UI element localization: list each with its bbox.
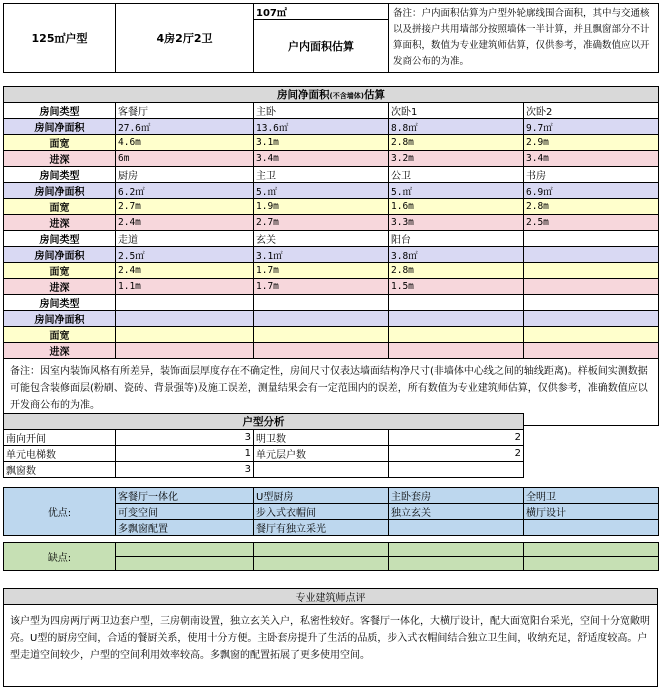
rooms-cell: 3.3m (389, 215, 524, 231)
header-layout: 4房2厅2卫 (116, 4, 254, 73)
rooms-cell: 4.6m (116, 135, 254, 151)
rooms-cell (116, 295, 254, 311)
rooms-row (4, 151, 659, 167)
rooms-cell (254, 343, 389, 359)
rooms-row (4, 135, 659, 151)
pros-item: 独立玄关 (389, 504, 524, 520)
rooms-cell: 公卫 (389, 167, 524, 183)
rooms-cell: 2.5㎡ (116, 247, 254, 263)
analysis-value1: 1 (116, 446, 254, 462)
pros-item: 步入式衣帽间 (254, 504, 389, 520)
rooms-cell (524, 327, 659, 343)
rooms-cell: 1.6m (389, 199, 524, 215)
rooms-cell (254, 327, 389, 343)
rooms-cell: 2.4m (116, 263, 254, 279)
analysis-value2: 2 (389, 430, 524, 446)
rooms-row (4, 215, 659, 231)
rooms-cell: 次卧1 (389, 103, 524, 119)
header-area: 125㎡户型 (4, 4, 116, 73)
rooms-row (4, 231, 659, 247)
cons-label: 缺点: (4, 543, 116, 571)
rooms-cell: 2.5m (524, 215, 659, 231)
pros-item: U型厨房 (254, 488, 389, 504)
rooms-cell (524, 311, 659, 327)
pros-table (3, 487, 659, 536)
rooms-row-label: 进深 (4, 151, 116, 167)
rooms-cell: 1.9m (254, 199, 389, 215)
rooms-cell: 3.1m (254, 135, 389, 151)
rooms-cell: 客餐厅 (116, 103, 254, 119)
rooms-cell: 2.7m (254, 215, 389, 231)
rooms-row-label: 房间类型 (4, 103, 116, 119)
rooms-row-label: 面宽 (4, 263, 116, 279)
analysis-title: 户型分析 (4, 414, 524, 430)
rooms-row-label: 房间类型 (4, 231, 116, 247)
rooms-row-label: 面宽 (4, 199, 116, 215)
rooms-cell: 27.6㎡ (116, 119, 254, 135)
rooms-cell (524, 247, 659, 263)
rooms-cell: 1.7m (254, 263, 389, 279)
rooms-cell: 1.5m (389, 279, 524, 295)
analysis-value1: 3 (116, 462, 254, 478)
rooms-row-label: 房间类型 (4, 295, 116, 311)
rooms-cell: 9.7㎡ (524, 119, 659, 135)
pros-label: 优点: (4, 488, 116, 536)
pros-item: 可变空间 (116, 504, 254, 520)
analysis-row (4, 462, 524, 478)
analysis-table (3, 413, 524, 478)
rooms-cell: 2.9m (524, 135, 659, 151)
rooms-row-label: 房间净面积 (4, 247, 116, 263)
rooms-cell: 玄关 (254, 231, 389, 247)
rooms-cell: 6.2㎡ (116, 183, 254, 199)
rooms-row (4, 279, 659, 295)
rooms-row (4, 247, 659, 263)
rooms-row (4, 119, 659, 135)
pros-item: 主卧套房 (389, 488, 524, 504)
rooms-row-label: 房间净面积 (4, 311, 116, 327)
rooms-row-label: 房间类型 (4, 167, 116, 183)
rooms-cell (524, 263, 659, 279)
pros-item: 全明卫 (524, 488, 659, 504)
rooms-row (4, 311, 659, 327)
header-table (3, 3, 659, 73)
rooms-cell (116, 327, 254, 343)
analysis-row (4, 446, 524, 462)
rooms-note: 备注：因室内装饰风格有所差异，装饰面层厚度存在不确定性，房间尺寸仅表达墙面结构净尺寸(非墙体中心线之间的轴线距离)。样板间实测数据可能包含装修面层(粉刷、瓷砖、背景强等)及施工误差，测量结果会有一定范围内的误差，所有数值为专业建筑师估算，仅供参考，准确数值应以开发商公布的为准。 (4, 359, 659, 426)
pros-item: 横厅设计 (524, 504, 659, 520)
rooms-cell: 走道 (116, 231, 254, 247)
analysis-row (4, 430, 524, 446)
analysis-label2: 明卫数 (254, 430, 389, 446)
analysis-label1: 南向开间 (4, 430, 116, 446)
pros-item: 客餐厅一体化 (116, 488, 254, 504)
rooms-cell: 8.8㎡ (389, 119, 524, 135)
header-note: 备注：户内面积估算为户型外轮廓线围合面积，其中与交通核以及拼接户共用墙部分按照墙体一半计算，并且飘窗部分不计算面积，数值为专业建筑师估算，仅供参考，准确数值应以开发商公布的为准。 (389, 4, 659, 73)
analysis-label2: 单元层户数 (254, 446, 389, 462)
analysis-value2: 2 (389, 446, 524, 462)
header-net-area-value: 107㎡ (254, 4, 389, 20)
rooms-cell: 5.㎡ (254, 183, 389, 199)
rooms-cell: 书房 (524, 167, 659, 183)
rooms-cell: 主卧 (254, 103, 389, 119)
rooms-cell (254, 311, 389, 327)
rooms-cell: 3.2m (389, 151, 524, 167)
analysis-label1: 飘窗数 (4, 462, 116, 478)
rooms-cell (254, 295, 389, 311)
rooms-cell: 3.4m (254, 151, 389, 167)
pros-item (389, 520, 524, 536)
analysis-value1: 3 (116, 430, 254, 446)
rooms-row-label: 房间净面积 (4, 119, 116, 135)
rooms-row-label: 进深 (4, 279, 116, 295)
rooms-cell (524, 295, 659, 311)
header-net-area-label: 户内面积估算 (254, 20, 389, 73)
rooms-cell: 6.9㎡ (524, 183, 659, 199)
rooms-title: 房间净面积(不含墙体)估算 (4, 87, 659, 103)
pros-row (4, 488, 659, 504)
pros-item: 多飘窗配置 (116, 520, 254, 536)
rooms-cell: 2.8m (524, 199, 659, 215)
rooms-cell (116, 343, 254, 359)
rooms-row (4, 199, 659, 215)
rooms-row (4, 263, 659, 279)
rooms-row-label: 房间净面积 (4, 183, 116, 199)
rooms-cell: 2.7m (116, 199, 254, 215)
analysis-value2 (389, 462, 524, 478)
review-text: 该户型为四房两厅两卫边套户型，三房朝南设置，独立玄关入户，私密性较好。客餐厅一体化，大横厅设计，配大面宽阳台采光，空间十分宽敞明亮。U型的厨房空间，合适的餐厨关系，使用十分方便。主卧套房提升了生活的品质，步入式衣帽间结合独立卫生间，收纳充足，舒适度较高。户型走道空间较少，户型的空间利用效率较高。多飘窗的配置拓展了更多使用空间。 (4, 605, 658, 687)
rooms-cell: 1.7m (254, 279, 389, 295)
rooms-cell: 13.6㎡ (254, 119, 389, 135)
rooms-table (3, 86, 659, 426)
rooms-cell (389, 311, 524, 327)
rooms-cell (389, 295, 524, 311)
pros-item (524, 520, 659, 536)
review-table (3, 588, 658, 687)
rooms-cell: 阳台 (389, 231, 524, 247)
rooms-cell: 3.8㎡ (389, 247, 524, 263)
rooms-cell (116, 311, 254, 327)
rooms-cell (389, 327, 524, 343)
rooms-row (4, 343, 659, 359)
rooms-cell: 3.4m (524, 151, 659, 167)
rooms-cell: 1.1m (116, 279, 254, 295)
rooms-row-label: 进深 (4, 215, 116, 231)
analysis-label2 (254, 462, 389, 478)
pros-item: 餐厅有独立采光 (254, 520, 389, 536)
cons-table (3, 542, 659, 585)
rooms-row (4, 295, 659, 311)
rooms-row-label: 进深 (4, 343, 116, 359)
review-title: 专业建筑师点评 (4, 589, 658, 605)
rooms-cell: 次卧2 (524, 103, 659, 119)
rooms-cell (524, 343, 659, 359)
rooms-cell: 2.8m (389, 263, 524, 279)
rooms-row (4, 183, 659, 199)
rooms-cell (524, 279, 659, 295)
analysis-label1: 单元电梯数 (4, 446, 116, 462)
rooms-cell: 主卫 (254, 167, 389, 183)
rooms-row-label: 面宽 (4, 135, 116, 151)
rooms-cell (389, 343, 524, 359)
rooms-row (4, 103, 659, 119)
rooms-cell: 2.8m (389, 135, 524, 151)
rooms-row-label: 面宽 (4, 327, 116, 343)
rooms-cell: 6m (116, 151, 254, 167)
rooms-cell: 5.㎡ (389, 183, 524, 199)
rooms-cell: 3.1㎡ (254, 247, 389, 263)
rooms-cell (524, 231, 659, 247)
rooms-cell: 厨房 (116, 167, 254, 183)
rooms-row (4, 167, 659, 183)
rooms-cell: 2.4m (116, 215, 254, 231)
rooms-row (4, 327, 659, 343)
